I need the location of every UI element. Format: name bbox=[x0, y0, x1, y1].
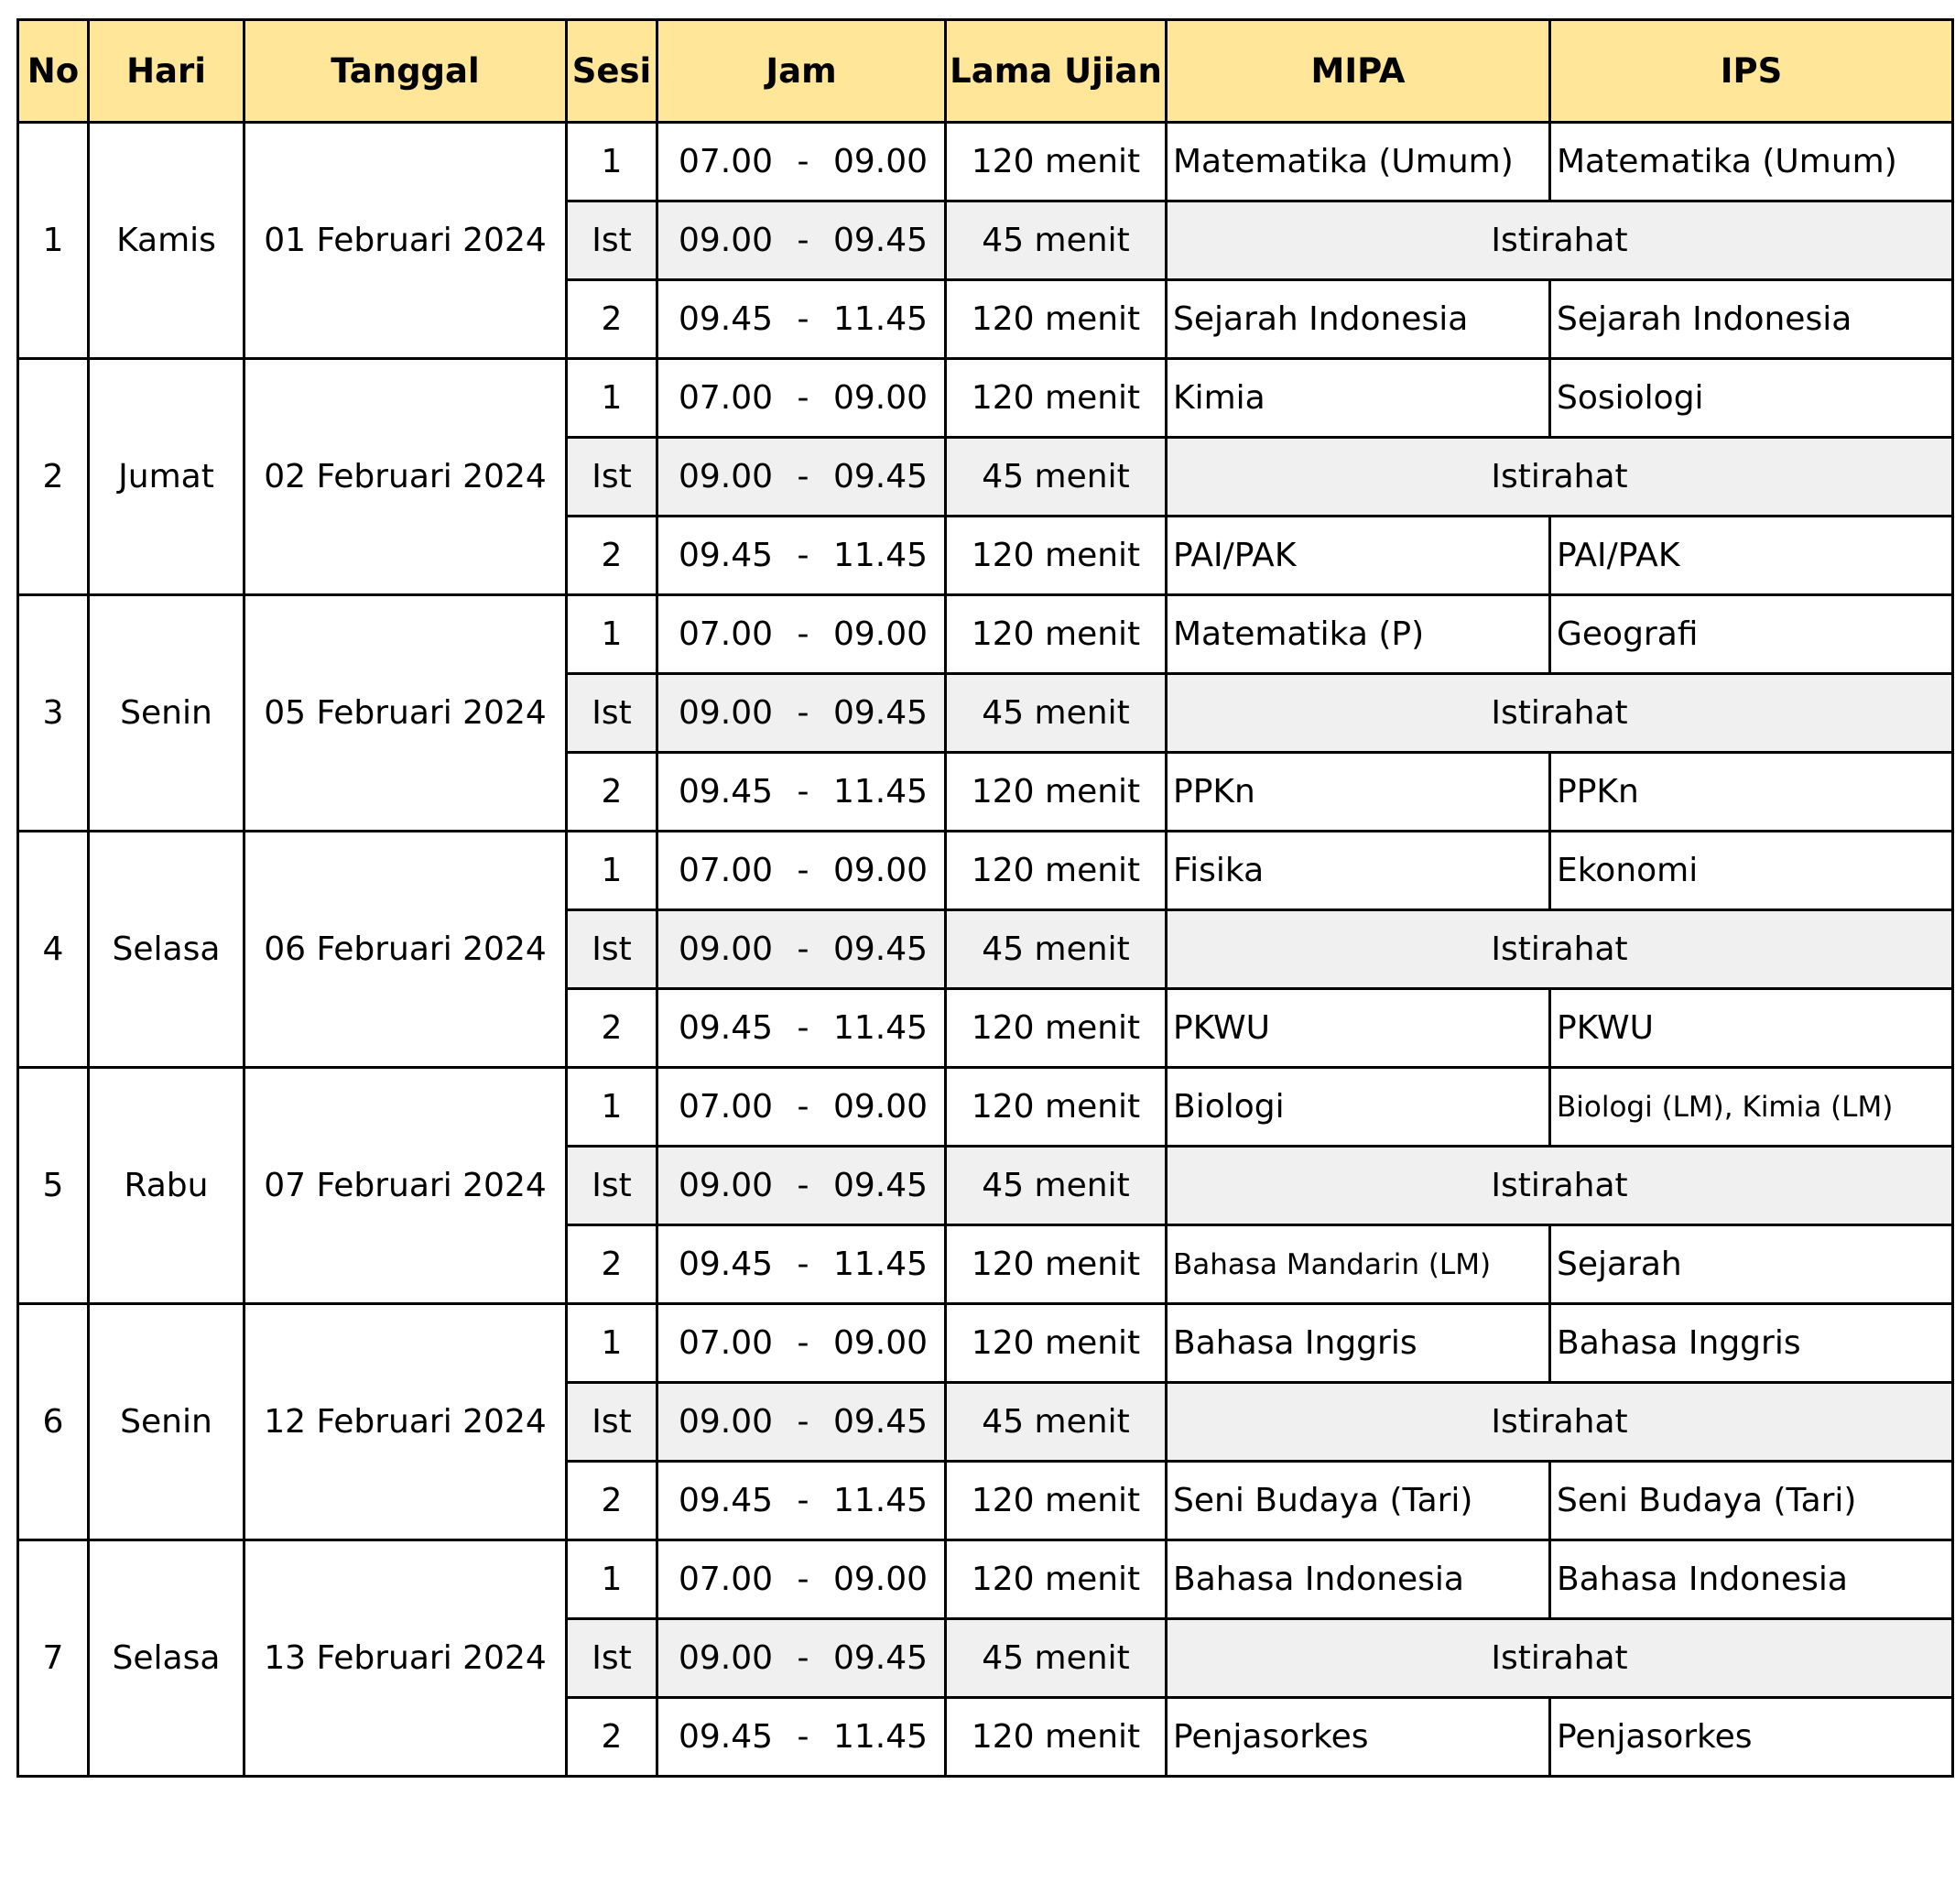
exam-duration: 120 menit bbox=[946, 595, 1167, 674]
session-time bbox=[657, 832, 946, 910]
time-range bbox=[658, 458, 944, 495]
mipa-subject: Kimia bbox=[1167, 359, 1550, 438]
session-time bbox=[657, 280, 946, 359]
session-number: Ist bbox=[567, 438, 657, 517]
session-row bbox=[18, 1304, 1953, 1383]
mipa-subject: Bahasa Inggris bbox=[1167, 1304, 1550, 1383]
ips-subject: Bahasa Indonesia bbox=[1550, 1540, 1953, 1619]
session-time bbox=[657, 1540, 946, 1619]
session-row bbox=[18, 832, 1953, 910]
exam-date: 06 Februari 2024 bbox=[244, 832, 567, 1068]
end-time: 09.00 bbox=[832, 379, 928, 417]
time-separator: - bbox=[797, 615, 809, 653]
exam-duration: 120 menit bbox=[946, 1304, 1167, 1383]
time-range bbox=[658, 930, 944, 968]
time-separator: - bbox=[797, 1088, 809, 1126]
mipa-subject: PKWU bbox=[1167, 989, 1550, 1068]
break-label: Istirahat bbox=[1167, 674, 1953, 753]
exam-date: 12 Februari 2024 bbox=[244, 1304, 567, 1540]
session-number: 2 bbox=[567, 753, 657, 832]
ips-subject: Geografi bbox=[1550, 595, 1953, 674]
break-label: Istirahat bbox=[1167, 438, 1953, 517]
session-number: 1 bbox=[567, 1068, 657, 1147]
exam-duration: 120 menit bbox=[946, 123, 1167, 201]
exam-duration: 45 menit bbox=[946, 1619, 1167, 1698]
session-time bbox=[657, 123, 946, 201]
ips-subject: Sosiologi bbox=[1550, 359, 1953, 438]
end-time: 09.00 bbox=[832, 852, 928, 889]
mipa-subject: PAI/PAK bbox=[1167, 517, 1550, 595]
time-range bbox=[658, 1246, 944, 1283]
end-time: 11.45 bbox=[832, 1009, 928, 1047]
end-time: 09.45 bbox=[832, 694, 928, 732]
exam-duration: 45 menit bbox=[946, 910, 1167, 989]
break-label: Istirahat bbox=[1167, 201, 1953, 280]
day-name: Senin bbox=[89, 595, 244, 832]
day-number: 6 bbox=[18, 1304, 89, 1540]
day-name: Selasa bbox=[89, 832, 244, 1068]
time-separator: - bbox=[797, 773, 809, 811]
session-number: 1 bbox=[567, 359, 657, 438]
exam-date: 07 Februari 2024 bbox=[244, 1068, 567, 1304]
time-separator: - bbox=[797, 1482, 809, 1519]
exam-duration: 120 menit bbox=[946, 832, 1167, 910]
start-time: 09.45 bbox=[679, 1246, 774, 1283]
start-time: 09.00 bbox=[679, 1639, 774, 1677]
session-number: 2 bbox=[567, 280, 657, 359]
time-separator: - bbox=[797, 852, 809, 889]
session-row bbox=[18, 1540, 1953, 1619]
ips-subject: Seni Budaya (Tari) bbox=[1550, 1462, 1953, 1540]
mipa-subject: Sejarah Indonesia bbox=[1167, 280, 1550, 359]
session-number: 2 bbox=[567, 1462, 657, 1540]
start-time: 09.45 bbox=[679, 1009, 774, 1047]
session-number: 1 bbox=[567, 832, 657, 910]
end-time: 11.45 bbox=[832, 1246, 928, 1283]
day-number: 3 bbox=[18, 595, 89, 832]
end-time: 11.45 bbox=[832, 537, 928, 574]
time-range bbox=[658, 773, 944, 811]
session-time bbox=[657, 753, 946, 832]
session-row bbox=[18, 1068, 1953, 1147]
ips-subject: PKWU bbox=[1550, 989, 1953, 1068]
break-label: Istirahat bbox=[1167, 910, 1953, 989]
time-range bbox=[658, 143, 944, 180]
header-row bbox=[18, 20, 1953, 123]
time-range bbox=[658, 537, 944, 574]
exam-duration: 120 menit bbox=[946, 1540, 1167, 1619]
end-time: 09.45 bbox=[832, 1403, 928, 1441]
exam-duration: 120 menit bbox=[946, 1462, 1167, 1540]
time-range bbox=[658, 1482, 944, 1519]
exam-duration: 120 menit bbox=[946, 1698, 1167, 1777]
session-time bbox=[657, 1462, 946, 1540]
session-time bbox=[657, 517, 946, 595]
end-time: 09.00 bbox=[832, 1324, 928, 1362]
ips-subject: Penjasorkes bbox=[1550, 1698, 1953, 1777]
start-time: 09.45 bbox=[679, 1482, 774, 1519]
exam-duration: 45 menit bbox=[946, 438, 1167, 517]
time-range bbox=[658, 615, 944, 653]
end-time: 11.45 bbox=[832, 300, 928, 338]
exam-duration: 120 menit bbox=[946, 989, 1167, 1068]
session-number: 1 bbox=[567, 123, 657, 201]
time-range bbox=[658, 1561, 944, 1598]
time-range bbox=[658, 1639, 944, 1677]
end-time: 09.00 bbox=[832, 1088, 928, 1126]
header-lama-ujian: Lama Ujian bbox=[946, 20, 1167, 123]
time-range bbox=[658, 1718, 944, 1756]
start-time: 07.00 bbox=[679, 1561, 774, 1598]
time-range bbox=[658, 1324, 944, 1362]
end-time: 09.00 bbox=[832, 143, 928, 180]
exam-date: 05 Februari 2024 bbox=[244, 595, 567, 832]
day-name: Rabu bbox=[89, 1068, 244, 1304]
session-time bbox=[657, 1068, 946, 1147]
start-time: 09.00 bbox=[679, 694, 774, 732]
session-number: Ist bbox=[567, 1383, 657, 1462]
time-separator: - bbox=[797, 1403, 809, 1441]
end-time: 11.45 bbox=[832, 1718, 928, 1756]
start-time: 09.00 bbox=[679, 222, 774, 259]
end-time: 09.45 bbox=[832, 458, 928, 495]
header-sesi: Sesi bbox=[567, 20, 657, 123]
header-no: No bbox=[18, 20, 89, 123]
time-separator: - bbox=[797, 1639, 809, 1677]
day-number: 2 bbox=[18, 359, 89, 595]
break-label: Istirahat bbox=[1167, 1619, 1953, 1698]
start-time: 09.45 bbox=[679, 300, 774, 338]
session-time bbox=[657, 989, 946, 1068]
session-row bbox=[18, 359, 1953, 438]
time-separator: - bbox=[797, 222, 809, 259]
session-number: 1 bbox=[567, 1304, 657, 1383]
day-number: 5 bbox=[18, 1068, 89, 1304]
session-time bbox=[657, 201, 946, 280]
time-separator: - bbox=[797, 1561, 809, 1598]
header-tanggal: Tanggal bbox=[244, 20, 567, 123]
header-ips: IPS bbox=[1550, 20, 1953, 123]
session-time bbox=[657, 1147, 946, 1225]
session-time bbox=[657, 910, 946, 989]
session-number: Ist bbox=[567, 674, 657, 753]
time-separator: - bbox=[797, 1009, 809, 1047]
time-separator: - bbox=[797, 1246, 809, 1283]
time-range bbox=[658, 1009, 944, 1047]
time-separator: - bbox=[797, 1324, 809, 1362]
day-number: 4 bbox=[18, 832, 89, 1068]
exam-date: 01 Februari 2024 bbox=[244, 123, 567, 359]
start-time: 07.00 bbox=[679, 615, 774, 653]
time-separator: - bbox=[797, 694, 809, 732]
end-time: 09.45 bbox=[832, 1167, 928, 1204]
session-row bbox=[18, 595, 1953, 674]
mipa-subject: Matematika (P) bbox=[1167, 595, 1550, 674]
start-time: 07.00 bbox=[679, 379, 774, 417]
mipa-subject: PPKn bbox=[1167, 753, 1550, 832]
mipa-subject: Bahasa Mandarin (LM) bbox=[1167, 1225, 1550, 1304]
end-time: 11.45 bbox=[832, 773, 928, 811]
session-number: 2 bbox=[567, 517, 657, 595]
time-range bbox=[658, 222, 944, 259]
start-time: 09.00 bbox=[679, 458, 774, 495]
header-jam: Jam bbox=[657, 20, 946, 123]
exam-date: 13 Februari 2024 bbox=[244, 1540, 567, 1777]
session-number: Ist bbox=[567, 1619, 657, 1698]
header-mipa: MIPA bbox=[1167, 20, 1550, 123]
time-separator: - bbox=[797, 1718, 809, 1756]
ips-subject: Matematika (Umum) bbox=[1550, 123, 1953, 201]
start-time: 09.45 bbox=[679, 773, 774, 811]
mipa-subject: Bahasa Indonesia bbox=[1167, 1540, 1550, 1619]
exam-duration: 120 menit bbox=[946, 753, 1167, 832]
exam-duration: 45 menit bbox=[946, 1383, 1167, 1462]
mipa-subject: Matematika (Umum) bbox=[1167, 123, 1550, 201]
mipa-subject: Penjasorkes bbox=[1167, 1698, 1550, 1777]
start-time: 07.00 bbox=[679, 143, 774, 180]
session-number: Ist bbox=[567, 910, 657, 989]
session-time bbox=[657, 1225, 946, 1304]
ips-subject: Bahasa Inggris bbox=[1550, 1304, 1953, 1383]
start-time: 09.00 bbox=[679, 930, 774, 968]
time-separator: - bbox=[797, 143, 809, 180]
ips-subject: PAI/PAK bbox=[1550, 517, 1953, 595]
header-hari: Hari bbox=[89, 20, 244, 123]
exam-duration: 45 menit bbox=[946, 1147, 1167, 1225]
exam-duration: 45 menit bbox=[946, 674, 1167, 753]
session-time bbox=[657, 674, 946, 753]
ips-subject: Ekonomi bbox=[1550, 832, 1953, 910]
start-time: 07.00 bbox=[679, 852, 774, 889]
time-range bbox=[658, 379, 944, 417]
time-separator: - bbox=[797, 458, 809, 495]
session-time bbox=[657, 1383, 946, 1462]
session-time bbox=[657, 1698, 946, 1777]
time-range bbox=[658, 694, 944, 732]
exam-schedule-table bbox=[16, 18, 1954, 1778]
start-time: 07.00 bbox=[679, 1324, 774, 1362]
session-number: 1 bbox=[567, 595, 657, 674]
day-name: Jumat bbox=[89, 359, 244, 595]
start-time: 09.45 bbox=[679, 1718, 774, 1756]
session-time bbox=[657, 1304, 946, 1383]
time-separator: - bbox=[797, 537, 809, 574]
exam-duration: 120 menit bbox=[946, 517, 1167, 595]
end-time: 09.00 bbox=[832, 615, 928, 653]
break-label: Istirahat bbox=[1167, 1147, 1953, 1225]
session-time bbox=[657, 595, 946, 674]
time-range bbox=[658, 1167, 944, 1204]
session-time bbox=[657, 359, 946, 438]
session-number: 2 bbox=[567, 989, 657, 1068]
session-number: 2 bbox=[567, 1698, 657, 1777]
session-number: 2 bbox=[567, 1225, 657, 1304]
session-number: Ist bbox=[567, 1147, 657, 1225]
mipa-subject: Biologi bbox=[1167, 1068, 1550, 1147]
time-range bbox=[658, 1088, 944, 1126]
session-time bbox=[657, 1619, 946, 1698]
day-number: 7 bbox=[18, 1540, 89, 1777]
time-separator: - bbox=[797, 1167, 809, 1204]
end-time: 09.45 bbox=[832, 930, 928, 968]
exam-duration: 120 menit bbox=[946, 1068, 1167, 1147]
ips-subject: Sejarah Indonesia bbox=[1550, 280, 1953, 359]
day-name: Senin bbox=[89, 1304, 244, 1540]
ips-subject: Sejarah bbox=[1550, 1225, 1953, 1304]
end-time: 09.45 bbox=[832, 222, 928, 259]
mipa-subject: Seni Budaya (Tari) bbox=[1167, 1462, 1550, 1540]
exam-duration: 120 menit bbox=[946, 280, 1167, 359]
day-name: Kamis bbox=[89, 123, 244, 359]
start-time: 09.45 bbox=[679, 537, 774, 574]
end-time: 09.00 bbox=[832, 1561, 928, 1598]
end-time: 09.45 bbox=[832, 1639, 928, 1677]
time-separator: - bbox=[797, 930, 809, 968]
exam-duration: 120 menit bbox=[946, 1225, 1167, 1304]
end-time: 11.45 bbox=[832, 1482, 928, 1519]
time-range bbox=[658, 300, 944, 338]
time-separator: - bbox=[797, 300, 809, 338]
exam-date: 02 Februari 2024 bbox=[244, 359, 567, 595]
ips-subject: PPKn bbox=[1550, 753, 1953, 832]
day-number: 1 bbox=[18, 123, 89, 359]
start-time: 09.00 bbox=[679, 1167, 774, 1204]
start-time: 09.00 bbox=[679, 1403, 774, 1441]
session-number: 1 bbox=[567, 1540, 657, 1619]
schedule-body bbox=[18, 123, 1953, 1777]
time-range bbox=[658, 1403, 944, 1441]
day-name: Selasa bbox=[89, 1540, 244, 1777]
time-range bbox=[658, 852, 944, 889]
start-time: 07.00 bbox=[679, 1088, 774, 1126]
exam-duration: 45 menit bbox=[946, 201, 1167, 280]
ips-subject: Biologi (LM), Kimia (LM) bbox=[1550, 1068, 1953, 1147]
time-separator: - bbox=[797, 379, 809, 417]
exam-duration: 120 menit bbox=[946, 359, 1167, 438]
session-row bbox=[18, 123, 1953, 201]
session-time bbox=[657, 438, 946, 517]
session-number: Ist bbox=[567, 201, 657, 280]
mipa-subject: Fisika bbox=[1167, 832, 1550, 910]
break-label: Istirahat bbox=[1167, 1383, 1953, 1462]
